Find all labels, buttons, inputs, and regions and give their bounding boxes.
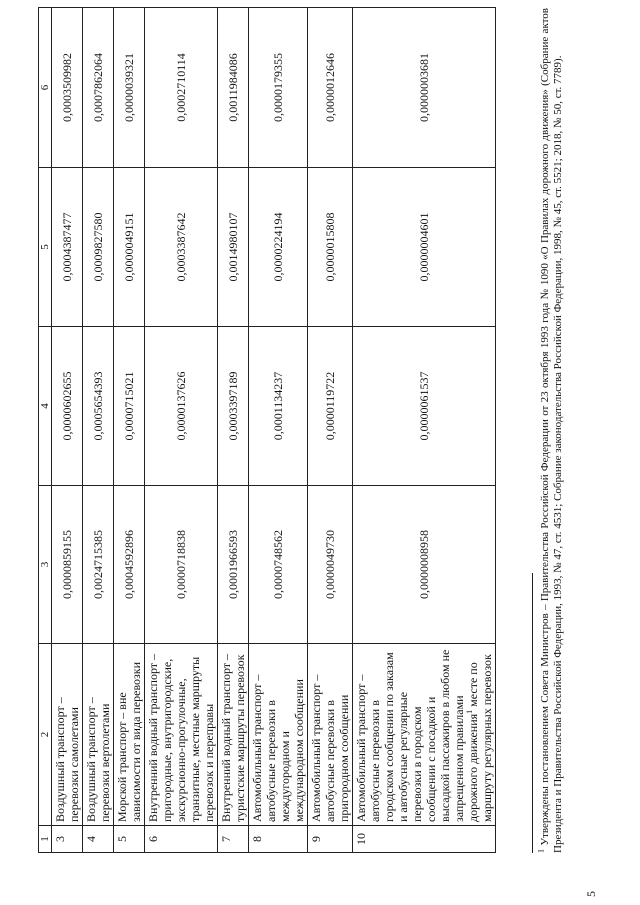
header-cell: 1 <box>39 826 52 853</box>
footnote-separator <box>532 573 533 853</box>
transport-type-text: Внутренний водный транспорт – пригородные, внутригородские, экскурсионно-прогулочные, транзитные, местные маршруты перевозок и переправы <box>146 653 216 822</box>
transport-type <box>52 644 83 826</box>
row-number: 5 <box>114 826 145 853</box>
transport-type <box>83 644 114 826</box>
footnote-text <box>536 8 565 853</box>
coefficient-c4: 0,0000061537 <box>353 327 496 486</box>
footnote-mark: 1 <box>536 849 546 853</box>
table-body <box>39 8 496 853</box>
table-row <box>114 8 145 853</box>
transport-type-text: Морской транспорт – вне зависимости от вида перевозки <box>115 661 143 822</box>
coefficient-c5: 0,0003387642 <box>145 168 218 327</box>
header-cell: 3 <box>39 486 52 644</box>
table-row <box>83 8 114 853</box>
transport-type-text: Внутренний водный транспорт – туристские маршруты перевозок <box>219 653 247 822</box>
coefficient-c6: 0,0007862064 <box>83 8 114 168</box>
coefficient-c5: 0,0000015808 <box>308 168 353 327</box>
coefficient-c6: 0,0003509982 <box>52 8 83 168</box>
coefficient-c4: 0,0000119722 <box>308 327 353 486</box>
coefficient-c4: 0,0000602655 <box>52 327 83 486</box>
footnote <box>532 8 565 853</box>
coefficient-c3: 0,0000049730 <box>308 486 353 644</box>
coefficient-c4: 0,0001134237 <box>249 327 308 486</box>
transport-type <box>218 644 249 826</box>
row-number: 8 <box>249 826 308 853</box>
coefficient-c6: 0,0000003681 <box>353 8 496 168</box>
coefficient-c3: 0,0000859155 <box>52 486 83 644</box>
coefficient-c6: 0,0011984086 <box>218 8 249 168</box>
coefficients-table <box>38 7 496 853</box>
row-number: 3 <box>52 826 83 853</box>
coefficient-c5: 0,0000224194 <box>249 168 308 327</box>
transport-type <box>249 644 308 826</box>
table-row <box>218 8 249 853</box>
transport-type <box>145 644 218 826</box>
coefficient-c6: 0,0000039321 <box>114 8 145 168</box>
row-number: 4 <box>83 826 114 853</box>
header-cell: 6 <box>39 8 52 168</box>
table-row <box>308 8 353 853</box>
coefficient-c5: 0,0004387477 <box>52 168 83 327</box>
transport-type <box>308 644 353 826</box>
table-row <box>249 8 308 853</box>
coefficient-c5: 0,0000004601 <box>353 168 496 327</box>
footnote-body: Утверждены постановлением Совета Министров – Правительства Российской Федерации от 23 октября 1993 года № 1090 «О Правилах дорожного движения» (Собрание актов Президента и Правительства Российской Федерации, 1993, № 47, ст. 4531; Собрание законодательства Российской Федерации, 1998, № 45, ст. 5521; 2018, № 50, ст. 7789). <box>539 8 564 853</box>
table-row <box>145 8 218 853</box>
coefficient-c5: 0,0014980107 <box>218 168 249 327</box>
coefficient-c3: 0,0001966593 <box>218 486 249 644</box>
page-number: 5 <box>584 891 598 897</box>
transport-type <box>353 644 496 826</box>
coefficient-c5: 0,0009827580 <box>83 168 114 327</box>
coefficient-c3: 0,0000748562 <box>249 486 308 644</box>
table-row <box>353 8 496 853</box>
coefficient-c4: 0,0000137626 <box>145 327 218 486</box>
transport-type-text: Воздушный транспорт – перевозки самолетами <box>53 697 81 822</box>
header-row <box>39 8 52 853</box>
row-number: 9 <box>308 826 353 853</box>
transport-type-text: Воздушный транспорт – перевозки вертолетами <box>84 697 112 822</box>
transport-type-text: Автомобильный транспорт – автобусные перевозки в городском сообщении по заказам и автобусные регулярные перевозки в городском сообщении с посадкой и высадкой пассажиров в любом не запрещенном правилами дорожного движения <box>354 649 480 822</box>
coefficient-c4: 0,0005654393 <box>83 327 114 486</box>
transport-type-text-continued: месте по маршруту регулярных перевозок <box>466 654 494 822</box>
table-row <box>52 8 83 853</box>
header-cell: 5 <box>39 168 52 327</box>
coefficient-c6: 0,0000012646 <box>308 8 353 168</box>
coefficient-c3: 0,0024715385 <box>83 486 114 644</box>
coefficient-c4: 0,0000715021 <box>114 327 145 486</box>
transport-type <box>114 644 145 826</box>
transport-type-text: Автомобильный транспорт – автобусные перевозки в междугородном и международном сообщении <box>250 674 306 822</box>
row-number: 10 <box>353 826 496 853</box>
coefficient-c6: 0,0002710114 <box>145 8 218 168</box>
transport-type-text: Автомобильный транспорт – автобусные перевозки в пригородном сообщении <box>309 674 351 822</box>
coefficient-c4: 0,0003397189 <box>218 327 249 486</box>
header-cell: 2 <box>39 644 52 826</box>
row-number: 6 <box>145 826 218 853</box>
row-number: 7 <box>218 826 249 853</box>
coefficient-c3: 0,0000718838 <box>145 486 218 644</box>
coefficient-c3: 0,0000008958 <box>353 486 496 644</box>
coefficient-c6: 0,0000179355 <box>249 8 308 168</box>
header-cell: 4 <box>39 327 52 486</box>
footnote-reference: 1 <box>465 709 474 714</box>
coefficient-c3: 0,0004592896 <box>114 486 145 644</box>
coefficient-c5: 0,0000049151 <box>114 168 145 327</box>
